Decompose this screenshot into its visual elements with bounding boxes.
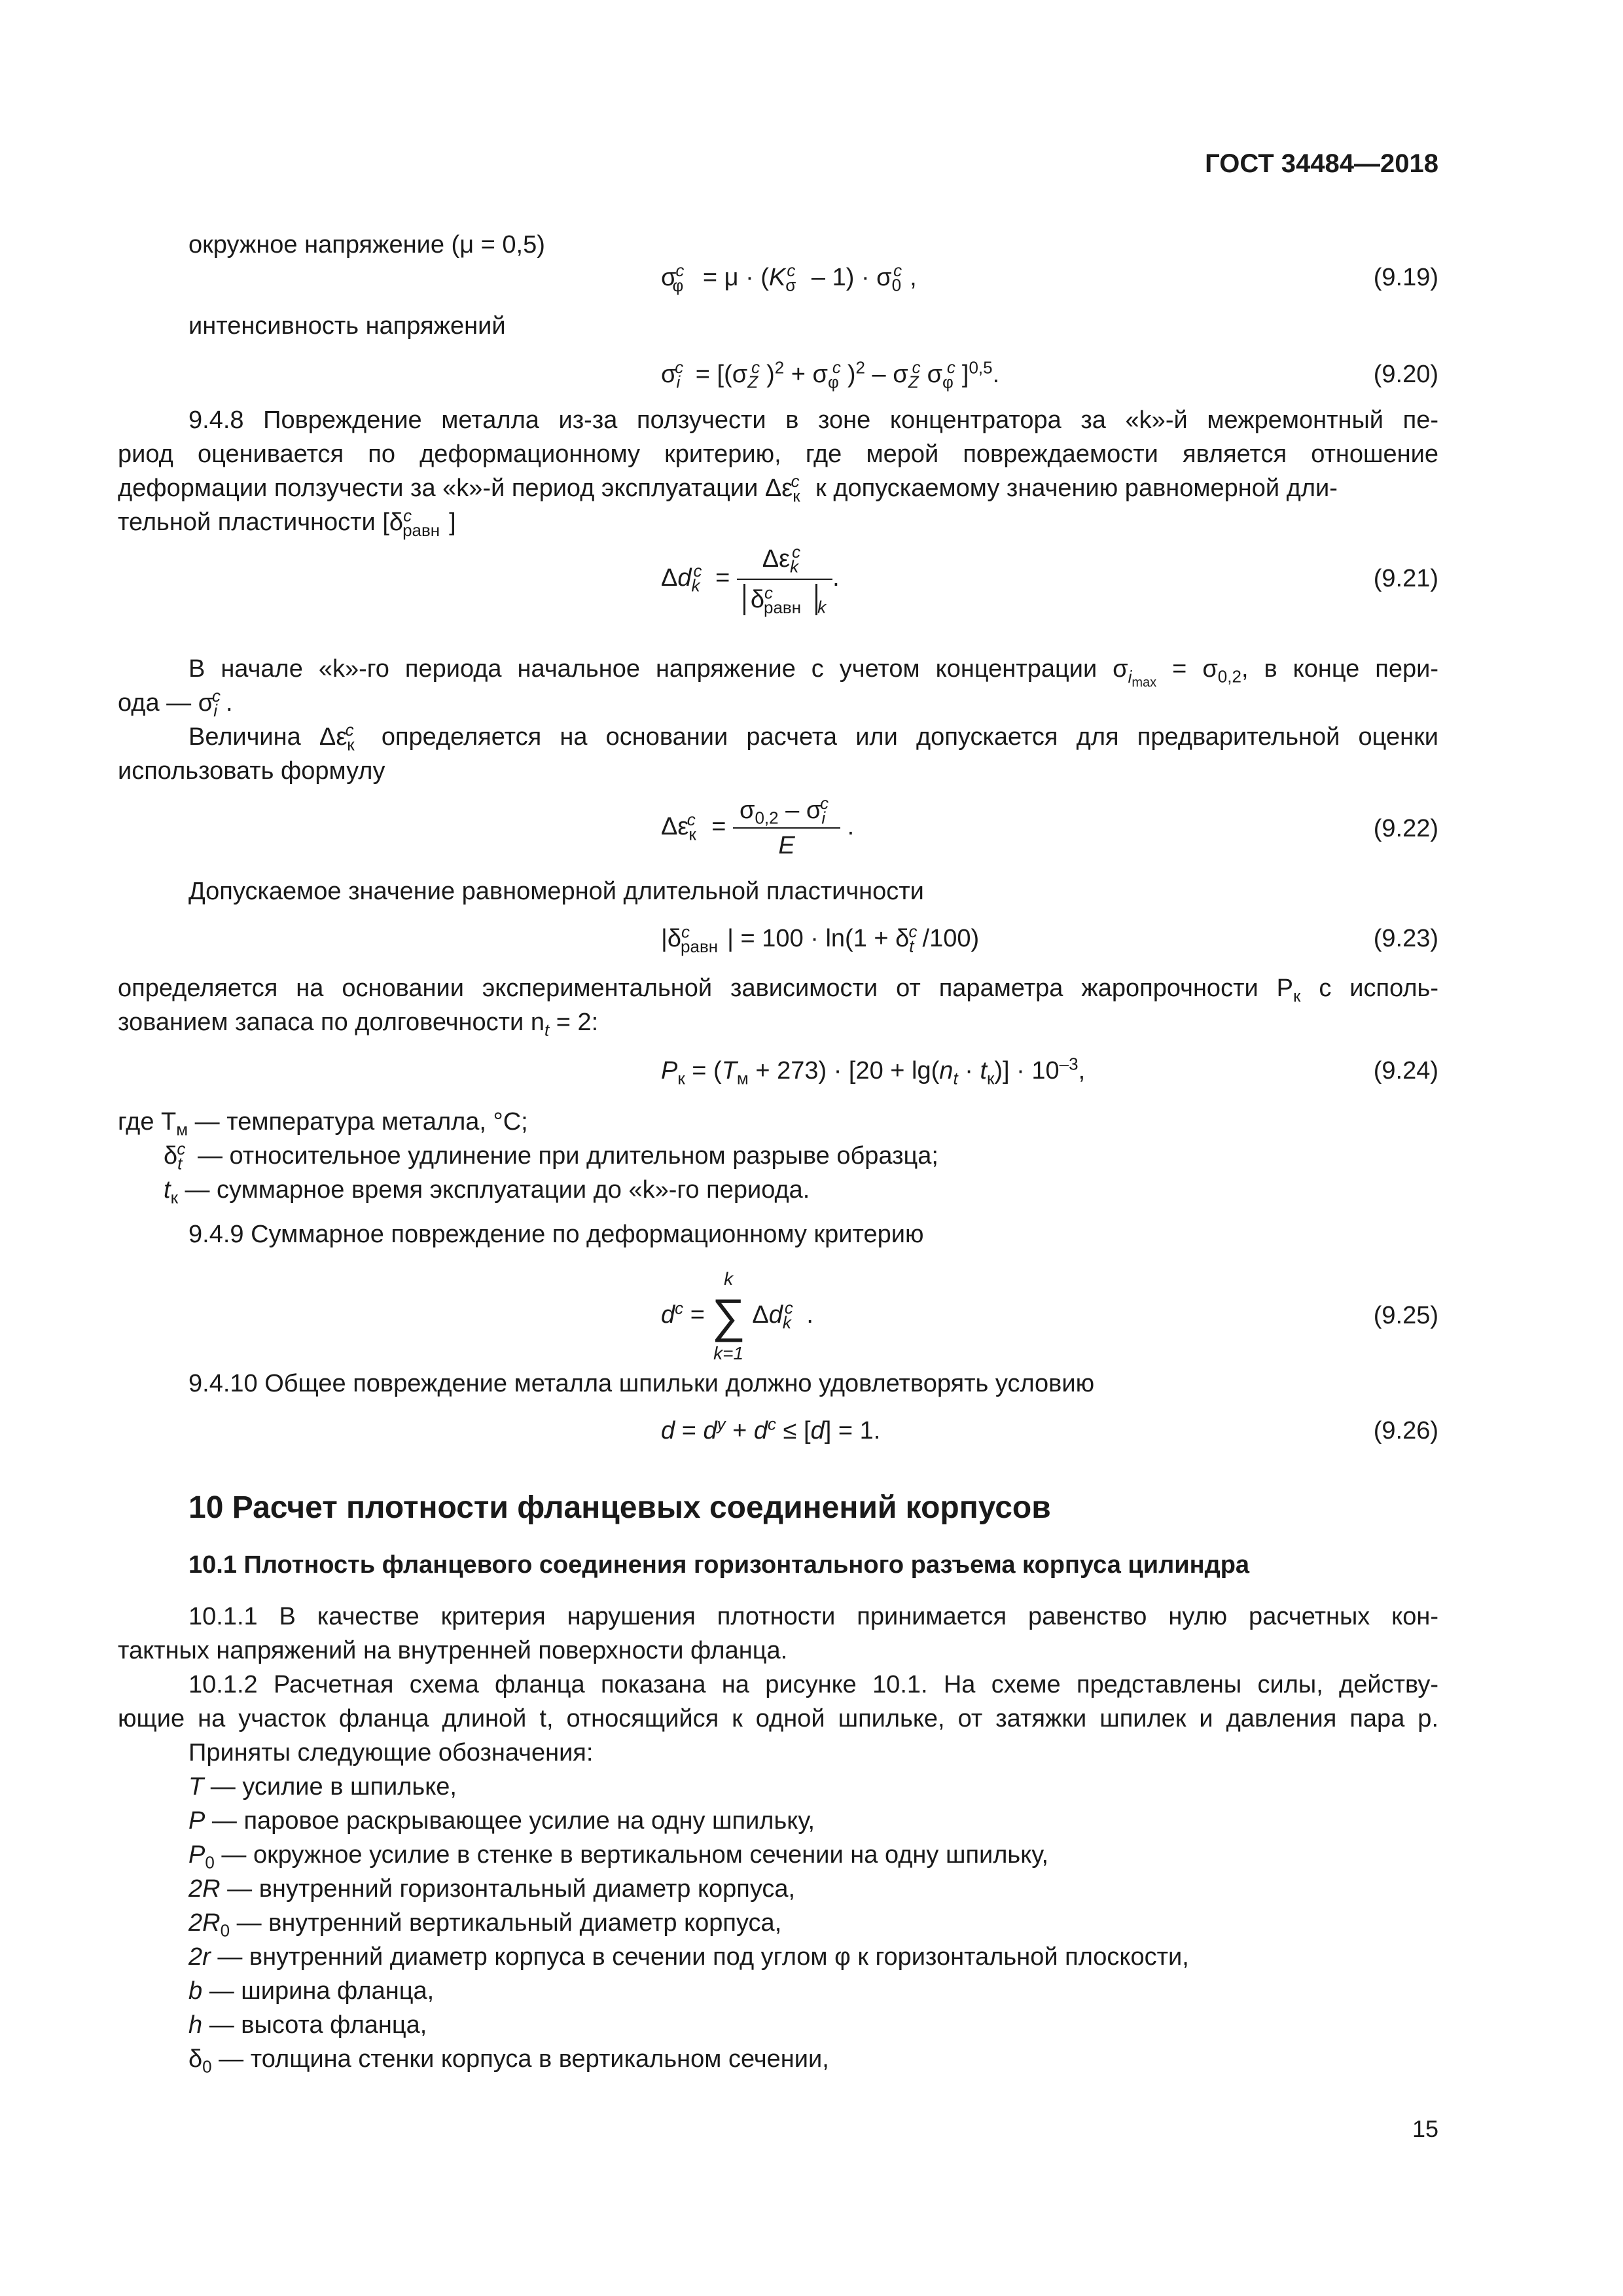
text-line: деформации ползучести за «k»-й период эксплуатации $\Delta\varepsilon_к^c$ к допускаемому значению равномерной дли- xyxy=(118,471,1338,506)
text-line: окружное напряжение (μ = 0,5) xyxy=(188,231,545,259)
formula-9-21: $\Delta d_k^c$ = $\frac{\Delta\varepsilon_k^c}{\delta^c_{равн} _k}$ . xyxy=(661,539,840,619)
formula-9-19: $\sigma_\varphi^c = \mu \cdot (K_\sigma^c - 1) \cdot \sigma_0^c$ , xyxy=(661,260,917,295)
text-line: 9.4.8 Повреждение металла из-за ползучести в зоне концентратора за «k»-й межремонтный пе- xyxy=(188,406,1438,434)
equation-number: (9.25) xyxy=(1373,1302,1438,1329)
subsection-heading: 10.1 Плотность фланцевого соединения горизонтального разъема корпуса цилиндра xyxy=(188,1551,1250,1579)
document-id: ГОСТ 34484—2018 xyxy=(1205,149,1438,178)
formula-9-26: $d = d^y + d^c \le [d] = 1$. xyxy=(661,1414,881,1444)
text-line: ющие на участок фланца длиной t, относящийся к одной шпильке, от затяжки шпилек и давления пара p. xyxy=(118,1705,1438,1732)
text-line: ода — $\sigma_i^c$ . xyxy=(118,686,233,721)
definition-item: $P_0$ — окружное усилие в стенке в вертикальном сечении на одну шпильку, xyxy=(188,1841,1049,1873)
text-line: интенсивность напряжений xyxy=(188,312,506,340)
definition-item: h — высота фланца, xyxy=(188,2011,427,2039)
section-heading: 10 Расчет плотности фланцевых соединений корпусов xyxy=(188,1490,1051,1525)
formula-9-22: $\Delta\varepsilon_к^c$ = $\frac{\sigma_{0,2} - \sigma_i^c}{E}$ . xyxy=(661,793,854,863)
definition-item: 2r — внутренний диаметр корпуса в сечении под углом φ к горизонтальной плоскости, xyxy=(188,1943,1189,1971)
text-line: 9.4.9 Суммарное повреждение по деформационному критерию xyxy=(188,1221,924,1248)
formula-9-20: $\sigma_i^c = [(\sigma_Z^c$ )$^2 + \sigma_\varphi^c$ )$^2 - \sigma_Z^c$ $\sigma_\varphi^c$ ]$^{0,5}$. xyxy=(661,357,1000,392)
text-line: 10.1.2 Расчетная схема фланца показана на рисунке 10.1. На схеме представлены силы, действу- xyxy=(188,1671,1438,1698)
text-line: В начале «k»-го периода начальное напряжение с учетом концентрации $\sigma_{i_{max}} = \sigma_{0,2}$, в конце пери- xyxy=(188,655,1438,690)
equation-number: (9.19) xyxy=(1373,264,1438,291)
text-line: тактных напряжений на внутренней поверхности фланца. xyxy=(118,1637,788,1664)
text-line: где $T_м$ — температура металла, °C; xyxy=(118,1108,528,1139)
definition-item: P — паровое раскрывающее усилие на одну шпильку, xyxy=(188,1807,815,1835)
text-line: 9.4.10 Общее повреждение металла шпильки должно удовлетворять условию xyxy=(188,1370,1095,1397)
text-line: $t_к$ — суммарное время эксплуатации до «k»-го периода. xyxy=(164,1176,810,1208)
equation-number: (9.22) xyxy=(1373,815,1438,842)
text-line: $\delta_t^c$ — относительное удлинение при длительном разрыве образца; xyxy=(164,1139,938,1174)
definition-item: $\delta_0$ — толщина стенки корпуса в вертикальном сечении, xyxy=(188,2045,829,2077)
equation-number: (9.20) xyxy=(1373,361,1438,388)
text-line: 10.1.1 В качестве критерия нарушения плотности принимается равенство нулю расчетных кон- xyxy=(188,1603,1438,1630)
definition-item: $2R_0$ — внутренний вертикальный диаметр корпуса, xyxy=(188,1909,782,1941)
text-line: Приняты следующие обозначения: xyxy=(188,1739,594,1767)
text-line: риод оценивается по деформационному критерию, где мерой повреждаемости является отношение xyxy=(118,440,1438,468)
formula-9-24: $P_к = (T_м + 273) \cdot [20 + \lg(n_t \cdot t_к)] \cdot 10^{-3}$, xyxy=(661,1054,1086,1088)
definition-item: b — ширина фланца, xyxy=(188,1977,435,2005)
formula-9-25: $d^c$ = k ∑ k=1 $\Delta d_k^c$ . xyxy=(661,1268,813,1363)
definition-item: 2R — внутренний горизонтальный диаметр корпуса, xyxy=(188,1875,796,1903)
text-line: использовать формулу xyxy=(118,757,385,785)
text-line: Величина $\Delta\varepsilon_к^c$ определяется на основании расчета или допускается для предварительной оценки xyxy=(188,720,1438,755)
formula-9-23: $|\delta^c_{равн}$ | = $100 \cdot \ln(1 + \delta_t^c$ /100) xyxy=(661,922,980,956)
page-number: 15 xyxy=(1412,2115,1438,2142)
equation-number: (9.24) xyxy=(1373,1057,1438,1085)
equation-number: (9.23) xyxy=(1373,925,1438,952)
text-line: зованием запаса по долговечности $n_t = 2$: xyxy=(118,1009,599,1040)
text-line: Допускаемое значение равномерной длительной пластичности xyxy=(188,878,924,905)
text-line: тельной пластичности [$\delta^c_{равн}$ ] xyxy=(118,505,456,540)
equation-number: (9.26) xyxy=(1373,1417,1438,1444)
text-line: определяется на основании экспериментальной зависимости от параметра жаропрочности $P_к$ с исполь- xyxy=(118,975,1438,1006)
equation-number: (9.21) xyxy=(1373,565,1438,592)
definition-item: T — усилие в шпильке, xyxy=(188,1773,457,1801)
